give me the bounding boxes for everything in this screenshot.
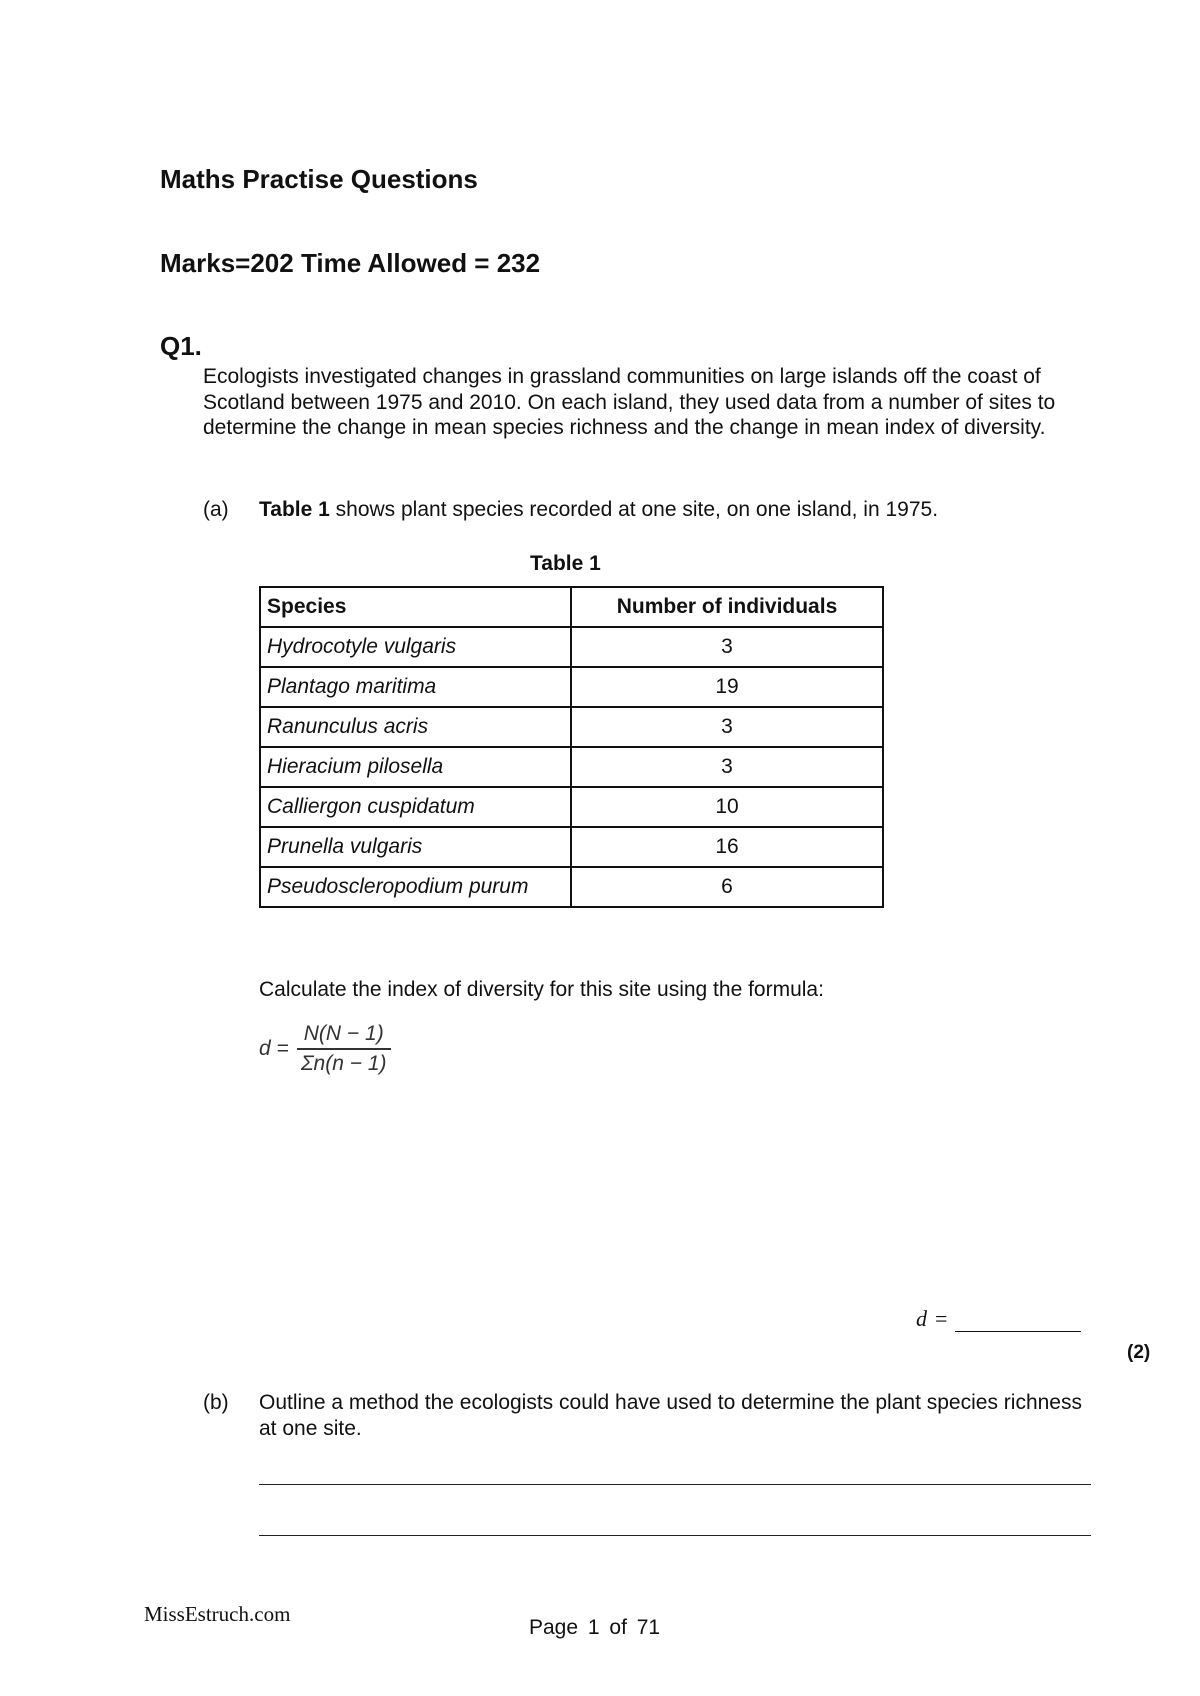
- part-a-label: (a): [203, 498, 229, 521]
- answer-var: d: [916, 1306, 927, 1331]
- footer-site-name: MissEstruch.com: [144, 1602, 291, 1626]
- species-name: Ranunculus acris: [260, 707, 571, 747]
- table-row: [260, 827, 883, 867]
- table-row: [260, 707, 883, 747]
- species-name: Pseudoscleropodium purum: [260, 867, 571, 907]
- species-name: Prunella vulgaris: [260, 827, 571, 867]
- page-number: Page 1 of 71: [529, 1616, 661, 1639]
- species-name: Plantago maritima: [260, 667, 571, 707]
- page-title: Maths Practise Questions: [160, 164, 478, 194]
- individual-count: 6: [571, 867, 883, 907]
- individual-count: 3: [571, 707, 883, 747]
- individual-count: 3: [571, 747, 883, 787]
- answer-d-field: [916, 1306, 1081, 1332]
- species-name: Calliergon cuspidatum: [260, 787, 571, 827]
- individual-count: 16: [571, 827, 883, 867]
- marks-badge: (2): [1127, 1342, 1151, 1363]
- part-b-label: (b): [203, 1391, 229, 1414]
- question-intro: Ecologists investigated changes in grassland communities on large islands off the coast of Scotland between 1975 and 2010. On each island, they used data from a number of sites to determine the change in mean species richness and the change in mean index of diversity.: [203, 365, 1056, 439]
- part-a-text-rest: shows plant species recorded at one site, on one island, in 1975.: [329, 498, 939, 521]
- species-table: [259, 586, 884, 908]
- individual-count: 3: [571, 627, 883, 667]
- species-name: Hieracium pilosella: [260, 747, 571, 787]
- answer-line[interactable]: [259, 1535, 1091, 1536]
- table-row: [260, 747, 883, 787]
- formula-fraction: [297, 1022, 391, 1076]
- answer-blank[interactable]: [955, 1311, 1081, 1332]
- diversity-formula: [259, 1022, 391, 1076]
- part-a-table-ref: Table 1: [259, 498, 330, 521]
- question-number: Q1.: [160, 331, 202, 361]
- table-caption: Table 1: [530, 552, 601, 575]
- table-header-species: Species: [260, 587, 571, 627]
- formula-denominator: Σn(n − 1): [300, 1051, 387, 1075]
- formula-equals: =: [276, 1036, 289, 1060]
- part-a-text: [259, 497, 1089, 523]
- answer-equals: =: [935, 1306, 948, 1331]
- part-b-text: Outline a method the ecologists could have used to determine the plant species richness at one site.: [259, 1391, 1082, 1440]
- individual-count: 10: [571, 787, 883, 827]
- table-row: [260, 627, 883, 667]
- formula-instruction: Calculate the index of diversity for this site using the formula:: [259, 978, 824, 1001]
- individual-count: 19: [571, 667, 883, 707]
- formula-numerator: N(N − 1): [303, 1022, 384, 1045]
- table-row: [260, 787, 883, 827]
- formula-lhs: d: [259, 1036, 271, 1060]
- table-header-count: Number of individuals: [571, 587, 883, 627]
- species-name: Hydrocotyle vulgaris: [260, 627, 571, 667]
- answer-line[interactable]: [259, 1484, 1091, 1485]
- table-row: [260, 867, 883, 907]
- table-header-row: [260, 587, 883, 627]
- table-row: [260, 667, 883, 707]
- marks-and-time: Marks=202 Time Allowed = 232: [160, 248, 541, 278]
